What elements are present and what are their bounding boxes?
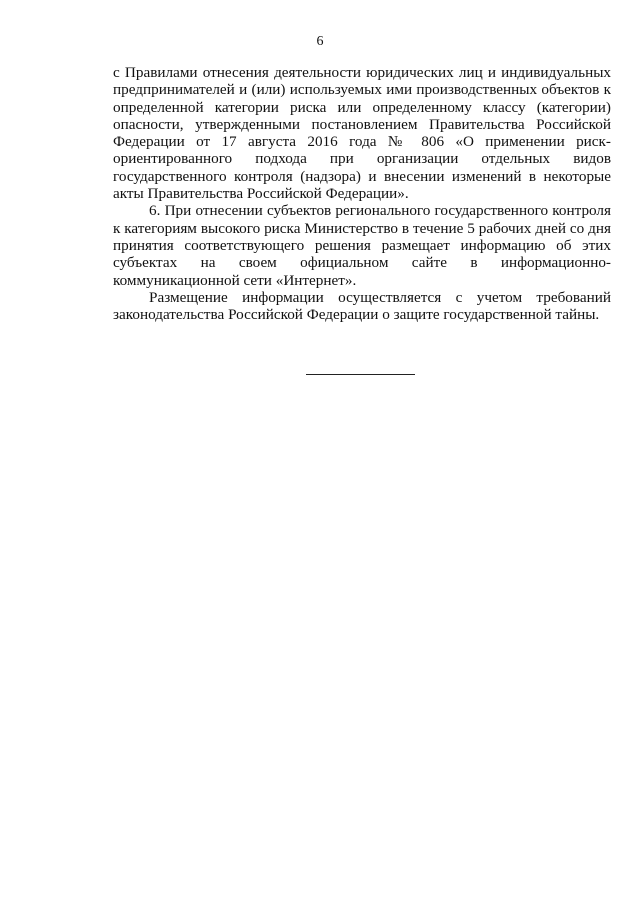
page-number: 6 [316, 34, 324, 49]
document-body [113, 64, 611, 323]
paragraph-state-secret: Размещение информации осуществляется с учетом требований законодательства Российской Федерации о защите государственной тайны. [113, 288, 611, 324]
paragraph-item-6: 6. При отнесении субъектов регионального государственного контроля к категориям высокого риска Министерство в течение 5 рабочих дней со дня принятия соответствующего решения размещает информацию об этих субъектах на своем официальном сайте в информационно-коммуникационной сети «Интернет». [113, 202, 611, 289]
end-divider-line [306, 374, 415, 375]
paragraph-continuation: с Правилами отнесения деятельности юридических лиц и индивидуальных предпринимателей и (или) используемых ими производственных объектов к определенной категории риска или определенному классу (категории) опасности, утвержденными постановлением Правительства Российской Федерации от 17 августа 2016 года № 806 «О применении риск-ориентированного подхода при организации отдельных видов государственного контроля (надзора) и внесении изменений в некоторые акты Правительства Российской Федерации». [113, 64, 611, 203]
